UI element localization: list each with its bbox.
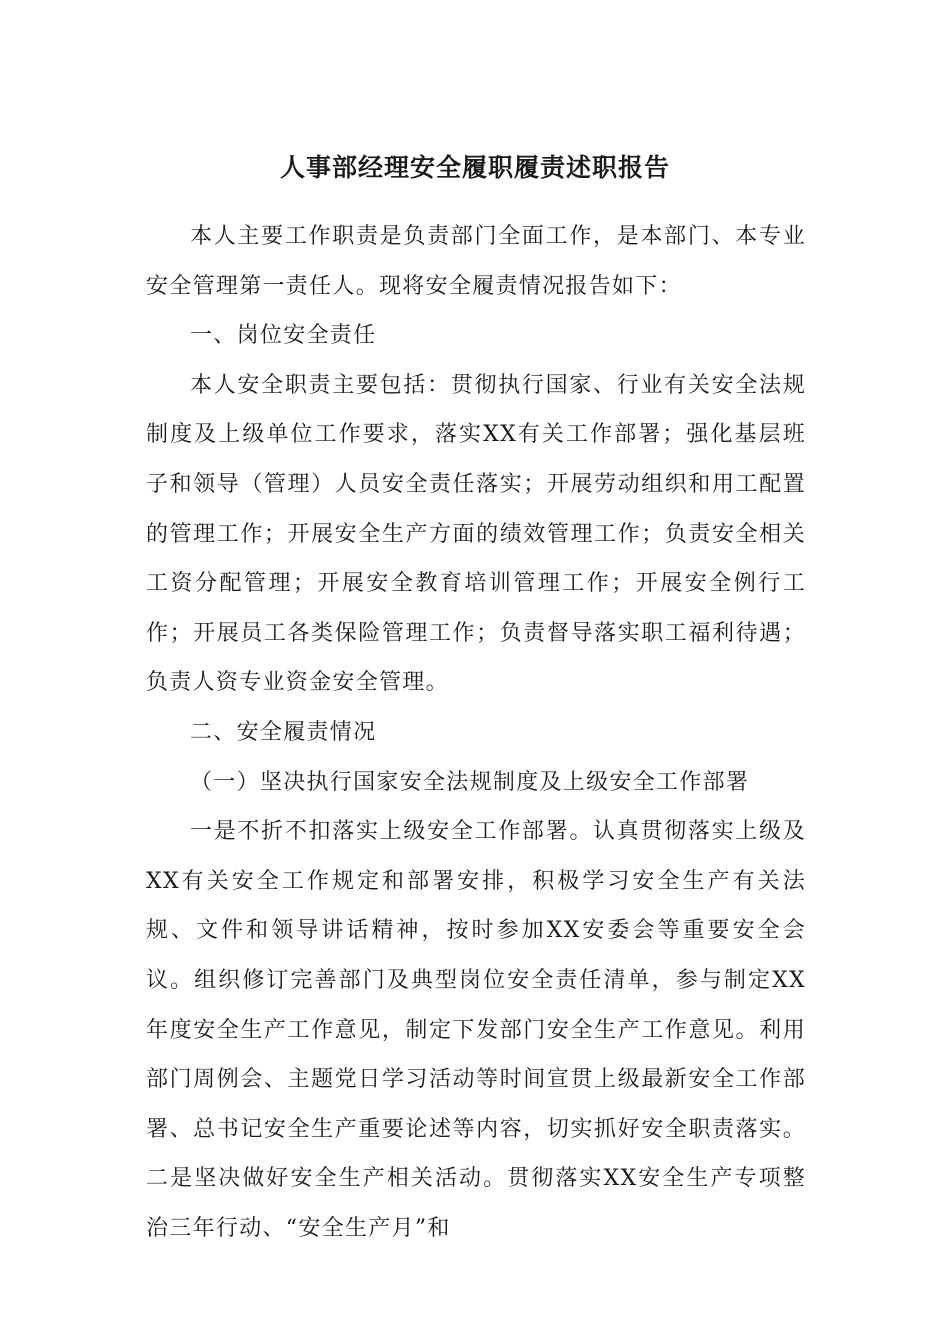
paragraph-implementation: 一是不折不扣落实上级安全工作部署。认真贯彻落实上级及XX有关安全工作规定和部署安排，积极学习安全生产有关法规、文件和领导讲话精神，按时参加XX安委会等重要安全会议。组织修订完善部门及典型岗位安全责任清单，参与制定XX年度安全生产工作意见，制定下发部门安全生产工作意见。利用部门周例会、主题党日学习活动等时间宣贯上级最新安全工作部署、总书记安全生产重要论述等内容，切实抓好安全职责落实。二是坚决做好安全生产相关活动。贯彻落实XX安全生产专项整治三年行动、“安全生产月”和 (146, 819, 806, 1241)
paragraph-intro: 本人主要工作职责是负责部门全面工作，是本部门、本专业安全管理第一责任人。现将安全履责情况报告如下： (146, 224, 806, 299)
heading-section-1: 一、岗位安全责任 (190, 323, 377, 349)
heading-section-2: 二、安全履责情况 (190, 719, 377, 745)
document-body (146, 212, 806, 1253)
page-title: 人事部经理安全履职履责述职报告 (279, 153, 670, 182)
paragraph-duties: 本人安全职责主要包括：贯彻执行国家、行业有关安全法规制度及上级单位工作要求，落实XX有关工作部署；强化基层班子和领导（管理）人员安全责任落实；开展劳动组织和用工配置的管理工作；开展安全生产方面的绩效管理工作；负责安全相关工资分配管理；开展安全教育培训管理工作；开展安全例行工作；开展员工各类保险管理工作；负责督导落实职工福利待遇；负责人资专业资金安全管理。 (146, 372, 806, 696)
subheading-2-1: （一）坚决执行国家安全法规制度及上级安全工作部署 (190, 769, 750, 795)
